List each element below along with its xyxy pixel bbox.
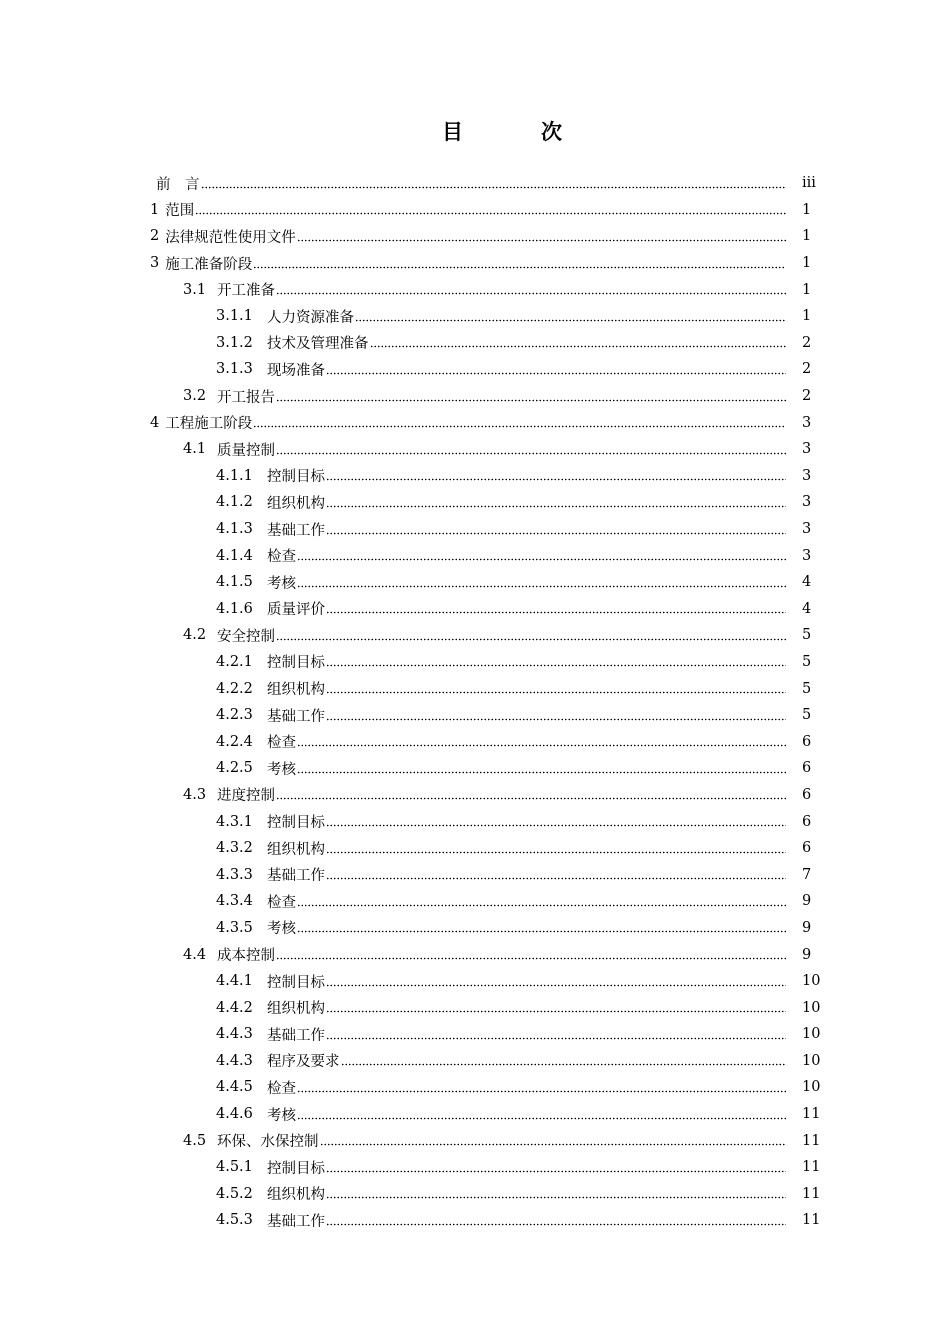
dot-leader: [297, 1083, 786, 1093]
title-part-2: 次: [541, 120, 562, 144]
toc-page-number: 5: [802, 653, 812, 670]
toc-entry[interactable]: [0, 675, 950, 702]
toc-entry-text: [216, 519, 786, 540]
toc-entry[interactable]: [0, 197, 950, 224]
toc-entry-label: 检查: [267, 549, 296, 566]
toc-entry[interactable]: [0, 861, 950, 888]
toc-entry-text: [183, 625, 786, 646]
toc-entry-number: 4.5.3: [216, 1212, 253, 1229]
dot-leader: [276, 285, 786, 295]
toc-page-number: 11: [802, 1159, 821, 1176]
toc-page-number: 1: [802, 255, 812, 272]
toc-entry-text: [216, 758, 786, 779]
toc-entry-text: [216, 678, 786, 699]
toc-entry-number: 4.2.1: [216, 653, 253, 670]
toc-entry-text: [216, 465, 786, 486]
dot-leader: [326, 498, 786, 508]
toc-page-number: 3: [802, 547, 812, 564]
toc-entry-text: [216, 997, 786, 1018]
toc-entry-label: 工程施工阶段: [165, 416, 253, 433]
toc-entry-label: 检查: [267, 894, 296, 911]
toc-entry[interactable]: [0, 489, 950, 516]
toc-entry-text: [216, 332, 786, 353]
toc-entry-label: 法律规范性使用文件: [165, 229, 296, 246]
toc-entry-text: [150, 199, 786, 220]
toc-entry-number: 4.1.2: [216, 494, 253, 511]
toc-entry[interactable]: [0, 994, 950, 1021]
toc-entry[interactable]: [0, 702, 950, 729]
toc-entry-text: [183, 1130, 786, 1151]
toc-entry-number: 3.1.3: [216, 361, 253, 378]
toc-entry-label: 检查: [267, 735, 296, 752]
toc-entry-text: [216, 359, 786, 380]
toc-page-number: 3: [802, 494, 812, 511]
toc-entry-label: 施工准备阶段: [165, 256, 253, 273]
toc-page-number: 7: [802, 866, 812, 883]
toc-entry-text: [216, 1050, 786, 1071]
toc-entry[interactable]: [0, 1074, 950, 1101]
table-of-contents: [0, 170, 950, 1234]
dot-leader: [195, 205, 786, 215]
toc-entry-number: 4.3: [183, 786, 207, 803]
toc-page-number: 3: [802, 467, 812, 484]
toc-entry[interactable]: [0, 276, 950, 303]
toc-page-number: 5: [802, 680, 812, 697]
toc-page-number: 6: [802, 840, 812, 857]
toc-entry[interactable]: [0, 968, 950, 995]
toc-entry-label: 环保、水保控制: [217, 1134, 319, 1151]
dot-leader: [326, 844, 786, 854]
toc-entry-text: [183, 944, 786, 965]
toc-entry-number: 1: [150, 201, 160, 218]
toc-entry-number: 4.4.3: [216, 1052, 253, 1069]
toc-entry-number: 4.1.1: [216, 467, 253, 484]
dot-leader: [326, 365, 786, 375]
dot-leader: [276, 950, 786, 960]
toc-entry-number: 4.4.1: [216, 973, 253, 990]
dot-leader: [326, 525, 786, 535]
toc-entry-number: 4.2.4: [216, 733, 253, 750]
toc-entry-number: 3: [150, 255, 160, 272]
toc-entry[interactable]: [0, 436, 950, 463]
toc-entry-text: [216, 1210, 786, 1231]
toc-page-number: 11: [802, 1132, 821, 1149]
dot-leader: [276, 631, 786, 641]
dot-leader: [326, 471, 786, 481]
toc-entry-number: 4.3.1: [216, 813, 253, 830]
toc-page-number: 1: [802, 281, 812, 298]
toc-entry-number: 4: [150, 414, 160, 431]
toc-entry-number: 4.1.5: [216, 574, 253, 591]
toc-entry-number: 2: [150, 228, 160, 245]
toc-entry-text: [150, 253, 786, 274]
page-title: [0, 116, 950, 146]
dot-leader: [355, 312, 786, 322]
toc-entry-text: [183, 439, 786, 460]
toc-entry-label: 质量控制: [217, 442, 275, 459]
toc-entry[interactable]: [0, 383, 950, 410]
toc-entry-text: [216, 811, 786, 832]
dot-leader: [326, 1163, 786, 1173]
toc-entry[interactable]: [0, 941, 950, 968]
toc-entry-text: [216, 891, 786, 912]
dot-leader: [326, 1003, 786, 1013]
toc-entry[interactable]: [0, 542, 950, 569]
toc-entry-label: 开工准备: [217, 283, 275, 300]
dot-leader: [201, 179, 787, 189]
toc-page-number: 9: [802, 893, 812, 910]
toc-entry-label: 现场准备: [267, 362, 325, 379]
toc-page-number: 10: [802, 1026, 821, 1043]
dot-leader: [297, 578, 786, 588]
dot-leader: [276, 790, 786, 800]
toc-page-number: 4: [802, 574, 812, 591]
toc-page-number: 6: [802, 733, 812, 750]
toc-entry[interactable]: [0, 782, 950, 809]
toc-page-number: 2: [802, 361, 812, 378]
toc-entry-label: 考核: [267, 921, 296, 938]
dot-leader: [297, 923, 786, 933]
dot-leader: [253, 418, 786, 428]
toc-entry[interactable]: [0, 250, 950, 277]
toc-entry-label: 考核: [267, 1107, 296, 1124]
toc-entry-label: 基础工作: [267, 868, 325, 885]
toc-entry[interactable]: [0, 356, 950, 383]
toc-entry-label: 组织机构: [267, 495, 325, 512]
toc-entry[interactable]: [0, 915, 950, 942]
toc-entry[interactable]: [0, 649, 950, 676]
toc-entry-text: [216, 492, 786, 513]
toc-entry-text: [216, 306, 786, 327]
dot-leader: [326, 604, 786, 614]
dot-leader: [297, 737, 786, 747]
dot-leader: [326, 684, 786, 694]
toc-entry-label: 范围: [165, 203, 195, 220]
dot-leader: [370, 338, 787, 348]
toc-entry[interactable]: [0, 808, 950, 835]
toc-entry-number: 4.3.3: [216, 866, 253, 883]
toc-page-number: 11: [802, 1106, 821, 1123]
dot-leader: [326, 977, 786, 987]
toc-entry-text: [216, 917, 786, 938]
dot-leader: [341, 1056, 787, 1066]
toc-page-number: 11: [802, 1185, 821, 1202]
toc-entry[interactable]: [0, 170, 950, 197]
toc-entry[interactable]: [0, 463, 950, 490]
toc-entry-text: [216, 1183, 786, 1204]
toc-entry-text: [216, 971, 786, 992]
toc-entry[interactable]: [0, 888, 950, 915]
toc-entry[interactable]: [0, 303, 950, 330]
toc-page-number: 1: [802, 228, 812, 245]
toc-page-number: 11: [802, 1212, 821, 1229]
toc-entry-label: 基础工作: [267, 522, 325, 539]
toc-entry-text: [216, 651, 786, 672]
toc-entry-number: 4.4.5: [216, 1079, 253, 1096]
toc-entry-number: 3.1.2: [216, 334, 253, 351]
toc-entry-label: 组织机构: [267, 1001, 325, 1018]
toc-entry-text: [183, 784, 786, 805]
toc-entry-number: 4.3.5: [216, 919, 253, 936]
toc-entry[interactable]: [0, 1101, 950, 1128]
dot-leader: [326, 870, 786, 880]
toc-entry-text: [216, 864, 786, 885]
toc-page-number: 3: [802, 441, 812, 458]
toc-entry-number: 4.2.5: [216, 760, 253, 777]
toc-entry-text: [183, 386, 786, 407]
toc-entry[interactable]: [0, 1127, 950, 1154]
toc-entry[interactable]: [0, 1154, 950, 1181]
toc-entry-label: 前 言: [156, 176, 200, 193]
toc-entry[interactable]: [0, 596, 950, 623]
toc-entry-label: 控制目标: [267, 1160, 325, 1177]
toc-entry-label: 考核: [267, 575, 296, 592]
toc-entry-number: 4.1: [183, 441, 207, 458]
toc-entry-text: [150, 412, 786, 433]
toc-entry-number: 4.2.3: [216, 707, 253, 724]
toc-entry-number: 4.4.3: [216, 1026, 253, 1043]
toc-page-number: 9: [802, 919, 812, 936]
toc-entry-label: 控制目标: [267, 655, 325, 672]
toc-entry-label: 组织机构: [267, 841, 325, 858]
toc-entry[interactable]: [0, 755, 950, 782]
toc-page-number: 10: [802, 1052, 821, 1069]
toc-entry-label: 人力资源准备: [267, 309, 354, 326]
dot-leader: [320, 1136, 787, 1146]
toc-entry[interactable]: [0, 409, 950, 436]
toc-entry-number: 3.2: [183, 388, 207, 405]
dot-leader: [326, 1216, 786, 1226]
toc-entry-label: 安全控制: [217, 628, 275, 645]
toc-entry-text: [216, 598, 786, 619]
dot-leader: [326, 1030, 786, 1040]
toc-entry-text: [183, 279, 786, 300]
toc-entry-label: 成本控制: [217, 948, 275, 965]
dot-leader: [297, 232, 786, 242]
toc-entry[interactable]: [0, 1021, 950, 1048]
toc-entry-number: 4.3.4: [216, 893, 253, 910]
toc-entry-text: [216, 1024, 786, 1045]
dot-leader: [297, 551, 786, 561]
toc-entry[interactable]: [0, 569, 950, 596]
toc-entry[interactable]: [0, 1181, 950, 1208]
toc-entry-number: 4.2: [183, 627, 207, 644]
toc-entry-label: 组织机构: [267, 1187, 325, 1204]
dot-leader: [326, 817, 786, 827]
toc-entry-text: [216, 1077, 786, 1098]
toc-entry-label: 基础工作: [267, 1213, 325, 1230]
toc-entry[interactable]: [0, 516, 950, 543]
dot-leader: [297, 897, 786, 907]
toc-entry-label: 进度控制: [217, 788, 275, 805]
toc-page-number: 10: [802, 973, 821, 990]
toc-entry-text: [150, 226, 786, 247]
toc-entry-label: 基础工作: [267, 708, 325, 725]
toc-entry[interactable]: [0, 1207, 950, 1234]
dot-leader: [297, 1110, 786, 1120]
toc-entry-label: 开工报告: [217, 389, 275, 406]
toc-page-number: 6: [802, 813, 812, 830]
toc-entry[interactable]: [0, 835, 950, 862]
toc-entry-label: 考核: [267, 761, 296, 778]
toc-page-number: 2: [802, 388, 812, 405]
toc-entry-label: 组织机构: [267, 682, 325, 699]
toc-entry-label: 技术及管理准备: [267, 336, 369, 353]
toc-entry-number: 4.4.2: [216, 999, 253, 1016]
toc-entry-label: 控制目标: [267, 815, 325, 832]
toc-page-number: 1: [802, 308, 812, 325]
dot-leader: [326, 657, 786, 667]
toc-entry-number: 4.4: [183, 946, 207, 963]
toc-entry-text: [216, 572, 786, 593]
toc-page-number: 1: [802, 201, 812, 218]
toc-entry-label: 检查: [267, 1080, 296, 1097]
toc-entry-number: 4.2.2: [216, 680, 253, 697]
toc-entry-text: [216, 545, 786, 566]
toc-page-number: 6: [802, 760, 812, 777]
toc-entry[interactable]: [0, 728, 950, 755]
toc-page-number: 4: [802, 600, 812, 617]
toc-entry[interactable]: [0, 1048, 950, 1075]
toc-entry-text: [216, 1157, 786, 1178]
dot-leader: [276, 392, 786, 402]
toc-entry[interactable]: [0, 223, 950, 250]
toc-entry-number: 4.5: [183, 1132, 207, 1149]
toc-entry-number: 4.1.4: [216, 547, 253, 564]
toc-page-number: iii: [802, 175, 816, 192]
toc-entry-text: [216, 1104, 786, 1125]
toc-entry-number: 4.1.3: [216, 521, 253, 538]
toc-entry-number: 4.4.6: [216, 1106, 253, 1123]
toc-page-number: 5: [802, 627, 812, 644]
toc-entry-label: 控制目标: [267, 974, 325, 991]
toc-entry[interactable]: [0, 330, 950, 357]
dot-leader: [276, 445, 786, 455]
toc-entry-number: 4.1.6: [216, 600, 253, 617]
dot-leader: [297, 764, 786, 774]
toc-page-number: 3: [802, 414, 812, 431]
toc-entry-label: 程序及要求: [267, 1054, 340, 1071]
title-part-1: 目: [442, 120, 463, 144]
toc-page-number: 9: [802, 946, 812, 963]
toc-entry-label: 质量评价: [267, 602, 325, 619]
dot-leader: [253, 259, 786, 269]
toc-entry-number: 4.3.2: [216, 840, 253, 857]
toc-entry[interactable]: [0, 622, 950, 649]
dot-leader: [326, 711, 786, 721]
toc-entry-text: [150, 173, 786, 194]
toc-entry-text: [216, 731, 786, 752]
toc-entry-text: [216, 705, 786, 726]
toc-page-number: 3: [802, 521, 812, 538]
toc-entry-number: 3.1: [183, 281, 207, 298]
toc-entry-number: 4.5.2: [216, 1185, 253, 1202]
toc-entry-number: 3.1.1: [216, 308, 253, 325]
toc-page-number: 10: [802, 999, 821, 1016]
toc-entry-label: 基础工作: [267, 1027, 325, 1044]
toc-page-number: 6: [802, 786, 812, 803]
toc-page-number: 10: [802, 1079, 821, 1096]
toc-page-number: 2: [802, 334, 812, 351]
toc-entry-number: 4.5.1: [216, 1159, 253, 1176]
toc-entry-label: 控制目标: [267, 469, 325, 486]
toc-page-number: 5: [802, 707, 812, 724]
dot-leader: [326, 1189, 786, 1199]
toc-entry-text: [216, 838, 786, 859]
